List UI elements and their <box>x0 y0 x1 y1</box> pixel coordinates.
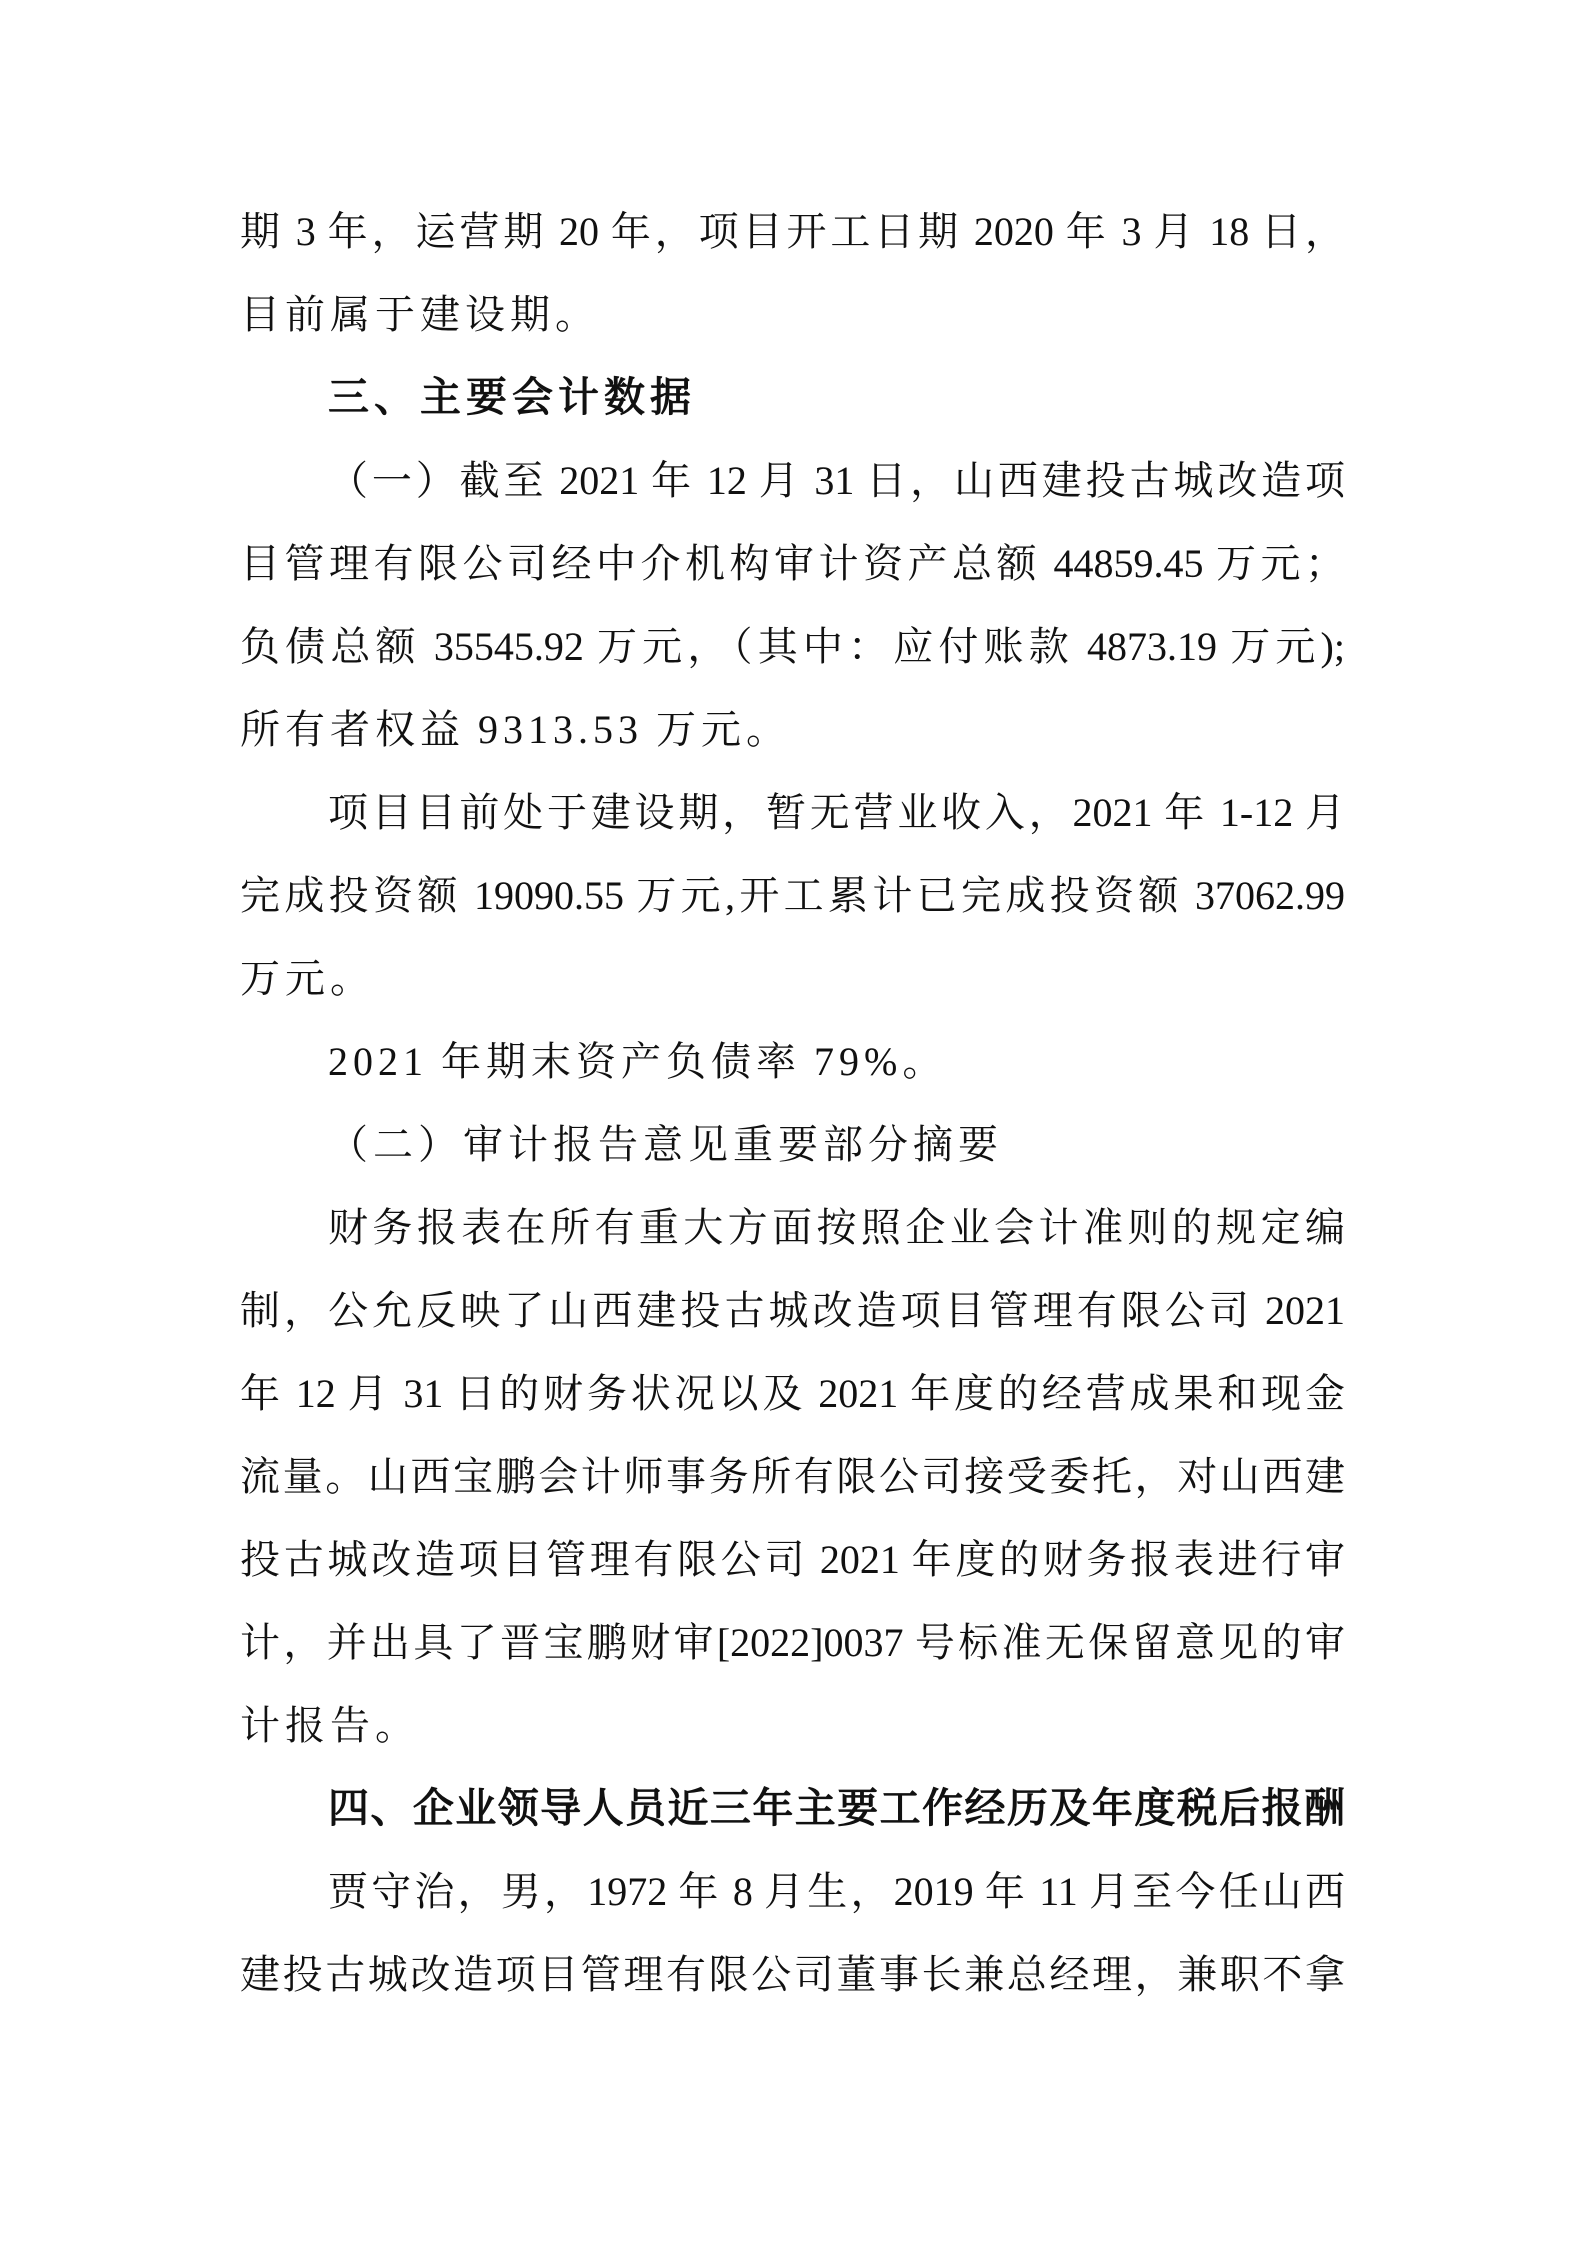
text-line: 建投古城改造项目管理有限公司董事长兼总经理，兼职不拿 <box>240 1952 1345 1997</box>
section-heading-3: 三、主要会计数据 <box>328 374 696 420</box>
text-line: 计，并出具了晋宝鹏财审[2022]0037 号标准无保留意见的审 <box>240 1620 1345 1665</box>
text-line: 财务报表在所有重大方面按照企业会计准则的规定编 <box>328 1205 1345 1250</box>
text-line: 2021 年期末资产负债率 79%。 <box>328 1039 948 1084</box>
text-line: 目前属于建设期。 <box>240 292 600 337</box>
text-line: 万元。 <box>240 956 375 1001</box>
section-heading-4: 四、企业领导人员近三年主要工作经历及年度税后报酬 <box>328 1785 1345 1831</box>
text-line: （二）审计报告意见重要部分摘要 <box>328 1122 1003 1167</box>
text-line: 制，公允反映了山西建投古城改造项目管理有限公司 2021 <box>240 1288 1345 1333</box>
text-line: 负债总额 35545.92 万元，（其中：应付账款 4873.19 万元); <box>240 624 1345 669</box>
text-line: 贾守治，男，1972 年 8 月生，2019 年 11 月至今任山西 <box>328 1869 1345 1914</box>
text-line: 所有者权益 9313.53 万元。 <box>240 707 791 752</box>
text-line: 流量。山西宝鹏会计师事务所有限公司接受委托，对山西建 <box>240 1454 1345 1499</box>
text-line: 计报告。 <box>240 1703 420 1748</box>
text-line: （一）截至 2021 年 12 月 31 日，山西建投古城改造项 <box>328 458 1345 503</box>
text-line: 年 12 月 31 日的财务状况以及 2021 年度的经营成果和现金 <box>240 1371 1345 1416</box>
text-line: 目管理有限公司经中介机构审计资产总额 44859.45 万元； <box>240 541 1345 586</box>
text-line: 期 3 年，运营期 20 年，项目开工日期 2020 年 3 月 18 日， <box>240 209 1345 254</box>
text-line: 投古城改造项目管理有限公司 2021 年度的财务报表进行审 <box>240 1537 1345 1582</box>
text-line: 完成投资额 19090.55 万元,开工累计已完成投资额 37062.99 <box>240 873 1345 918</box>
text-line: 项目目前处于建设期，暂无营业收入，2021 年 1-12 月 <box>328 790 1345 835</box>
